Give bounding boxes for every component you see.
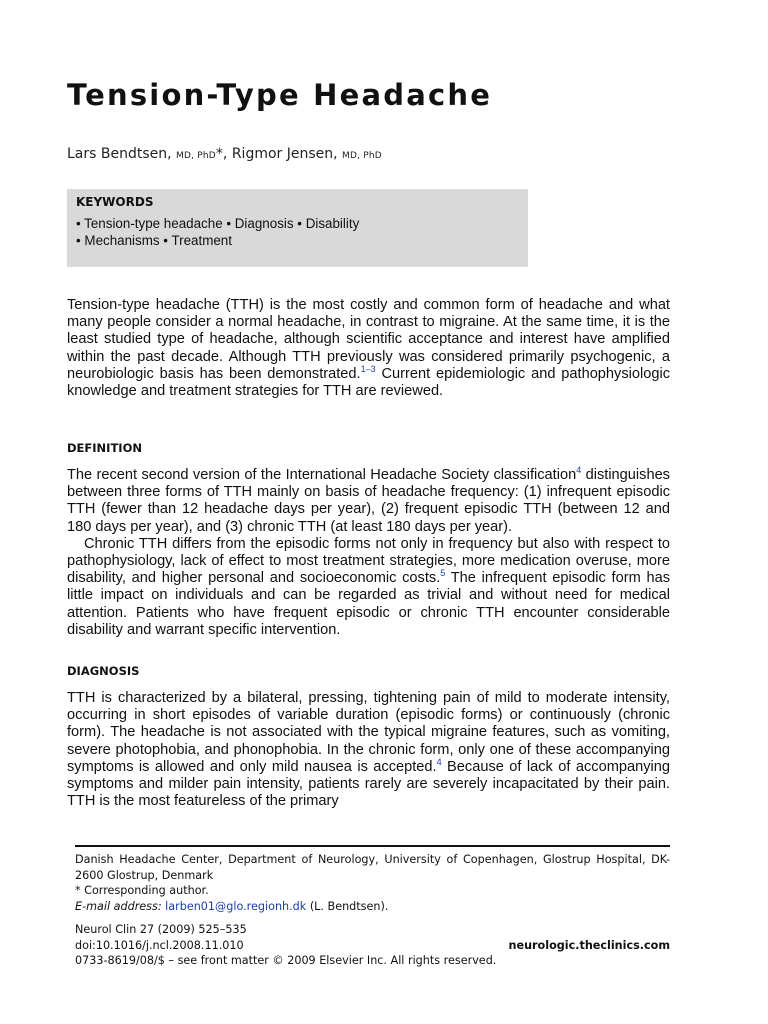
publication-info xyxy=(75,922,670,969)
definition-p1-text-a: The recent second version of the International Headache Society classification xyxy=(67,467,577,483)
keywords-heading: KEYWORDS xyxy=(76,195,154,209)
journal-citation: Neurol Clin 27 (2009) 525–535 xyxy=(75,923,247,936)
keywords-box xyxy=(67,189,528,267)
author-2-degree: MD, PhD xyxy=(342,151,382,161)
footnote-divider xyxy=(75,845,670,847)
intro-text-a: Tension-type headache (TTH) is the most costly and common form of headache and what many people consider a normal headache, in contrast to migraine. At the same time, it is the least studied type of headache, although scientific acceptance and interest have amplified within the past decade. Although TTH previously was considered primarily psychogenic, a neurobiologic basis has been demonstrated. xyxy=(67,297,670,382)
footnotes xyxy=(75,852,670,914)
keywords-line-1: • Tension-type headache • Diagnosis • Disability xyxy=(76,216,360,231)
author-2-name: Rigmor Jensen, xyxy=(231,146,338,162)
definition-p1-text-b: distinguishes between three forms of TTH mainly on basis of headache frequency: (1) infrequent episodic TTH (fewer than 12 headache days per year), (2) frequent episodic TTH (between 12 and 180 days per year), and (3) chronic TTH (at least 180 days per year). xyxy=(67,467,670,535)
diagnosis-p1-text-a: TTH is characterized by a bilateral, pressing, tightening pain of mild to moderate intensity, occurring in short episodes of variable duration (episodic forms) or continuously (chronic form). The headache is not associated with the typical migraine features, such as vomiting, severe photophobia, and phonophobia. In the chronic form, only one of these accompanying symptoms is allowed and only mild nausea is accepted. xyxy=(67,690,670,775)
definition-section xyxy=(67,467,670,639)
corresponding-note: * Corresponding author. xyxy=(75,884,209,897)
author-line xyxy=(67,146,382,162)
doi[interactable]: doi:10.1016/j.ncl.2008.11.010 xyxy=(75,938,244,952)
intro-paragraph xyxy=(67,297,670,400)
journal-site-link[interactable]: neurologic.theclinics.com xyxy=(508,938,670,952)
diagnosis-section xyxy=(67,690,670,810)
author-1-name: Lars Bendtsen, xyxy=(67,146,172,162)
diagnosis-paragraph xyxy=(67,690,670,810)
affiliation-note: Danish Headache Center, Department of Neurology, University of Copenhagen, Glostrup Hospital, DK-2600 Glostrup, Denmark xyxy=(75,853,670,882)
article-title: Tension-Type Headache xyxy=(67,78,493,112)
reference-link[interactable]: 4 xyxy=(436,756,442,767)
copyright-notice: 0733-8619/08/$ – see front matter © 2009 Elsevier Inc. All rights reserved. xyxy=(75,954,497,967)
reference-link[interactable]: 4 xyxy=(576,465,582,476)
email-owner: (L. Bendtsen). xyxy=(306,899,389,913)
definition-p2-text-b: The infrequent episodic form has little impact on individuals and can be regarded as trivial and without need for medical attention. Patients who have frequent episodic or chronic TTH encounter considerable disability and warrant specific intervention. xyxy=(67,570,671,638)
diagnosis-heading: DIAGNOSIS xyxy=(67,664,140,678)
reference-link[interactable]: 1–3 xyxy=(360,363,376,374)
reference-link[interactable]: 5 xyxy=(440,568,446,579)
definition-heading: DEFINITION xyxy=(67,441,142,455)
author-1-degree: MD, PhD xyxy=(176,151,216,161)
diagnosis-p1-text-b: Because of lack of accompanying symptoms and milder pain intensity, patients rarely are severely incapacitated by their pain. TTH is the most featureless of the primary xyxy=(67,758,671,810)
email-label: E-mail address: xyxy=(75,899,162,913)
definition-p2-text-a: Chronic TTH differs from the episodic forms not only in frequency but also with respect to pathophysiology, lack of effect to most treatment strategies, more medication overuse, more disability, and higher personal and socioeconomic costs. xyxy=(67,535,670,587)
email-note xyxy=(75,899,670,915)
definition-paragraph-2 xyxy=(67,536,670,639)
intro-section xyxy=(67,297,670,400)
intro-text-b: Current epidemiologic and pathophysiologic knowledge and treatment strategies for TTH are reviewed. xyxy=(67,365,671,400)
keywords-line-2: • Mechanisms • Treatment xyxy=(76,233,232,248)
email-link[interactable]: larben01@glo.regionh.dk xyxy=(165,899,307,913)
corresponding-author-mark: * xyxy=(215,146,223,162)
author-separator: , xyxy=(222,146,228,162)
definition-paragraph-1 xyxy=(67,467,670,536)
